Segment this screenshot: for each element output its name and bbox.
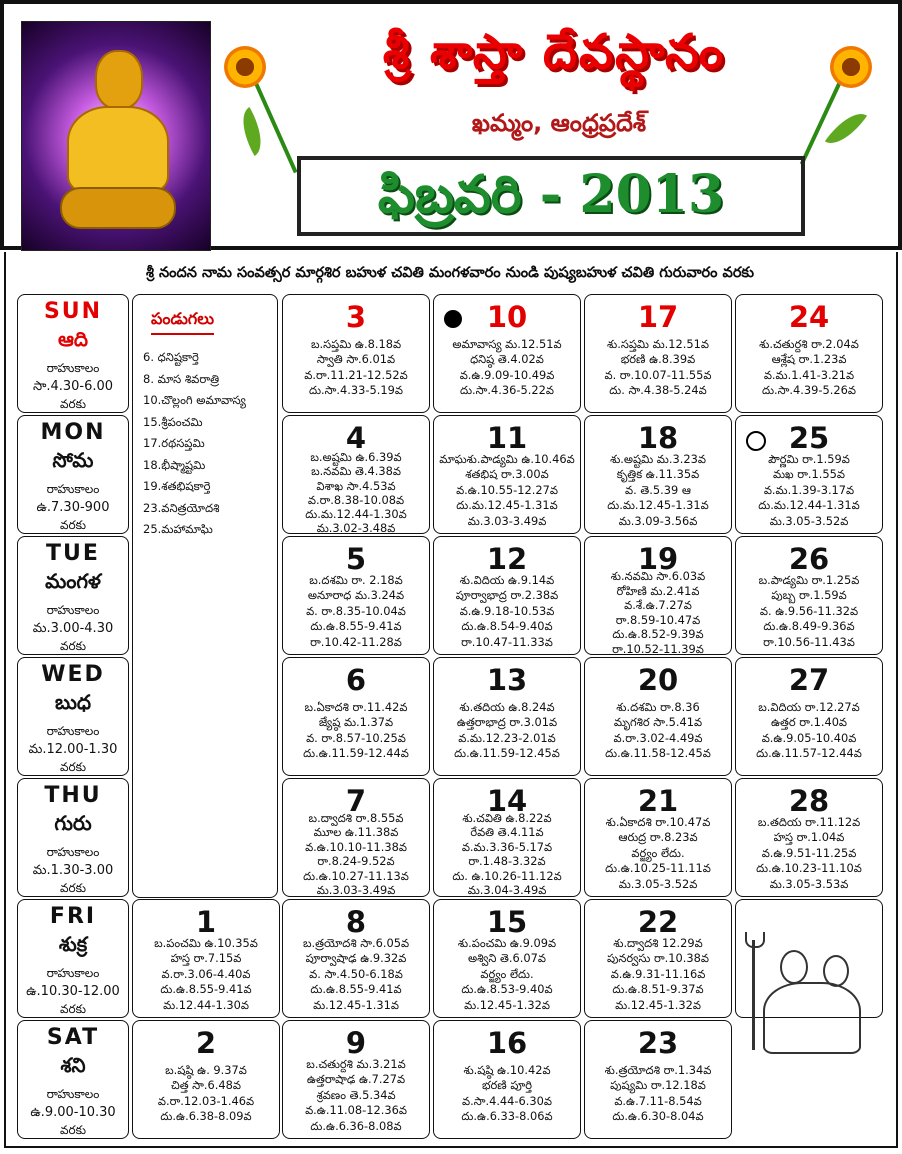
date-cell-3	[282, 294, 430, 413]
temple-title: శ్రీ శాస్తా దేవస్థానం	[382, 24, 726, 80]
date-number: 27	[788, 663, 830, 697]
detail-line: దు.ఉ.6.30-8.04వ	[612, 1109, 704, 1124]
date-number: 10	[434, 300, 580, 334]
detail-line: బ.సప్తమి ఉ.8.18వ	[310, 337, 402, 351]
date-cell-14	[433, 778, 581, 897]
rahu-end: వరకు	[59, 760, 87, 774]
day-name-te: శుక్ర	[58, 932, 88, 956]
detail-line: శు.ఏకాదశి రా.10.47వ	[605, 815, 711, 829]
detail-line: వ.ఉ.10.55-12.27వ	[456, 482, 558, 497]
festival-item: 15.శ్రీపంచమి	[143, 414, 203, 429]
detail-line: పూర్వాషాఢ ఉ.9.32వ	[305, 951, 407, 966]
detail-line: దు.ఉ.10.27-11.13వ	[303, 868, 409, 883]
shiva-face	[780, 950, 808, 984]
left-leaf	[232, 107, 272, 156]
date-cell-16	[433, 1020, 581, 1139]
detail-line: వ.సా.4.44-6.30వ	[461, 1093, 553, 1108]
rahu-time: ఉ.10.30-12.00	[26, 984, 120, 999]
date-details	[589, 936, 727, 1013]
detail-line: బ.నవమి తె.4.38వ	[311, 464, 401, 479]
festivals-title: పండుగలు	[151, 309, 214, 335]
date-number: 15	[486, 905, 528, 939]
date-details	[137, 1063, 275, 1125]
detail-line: మ.3.03-3.49వ	[467, 513, 547, 528]
date-number: 4	[345, 421, 367, 455]
detail-line: దు.ఉ.8.51-9.37వ	[612, 982, 704, 997]
festival-item: 8. మాస శివరాత్రి	[143, 371, 220, 386]
date-details	[740, 815, 878, 892]
date-details	[589, 700, 727, 762]
date-cell-20	[584, 657, 732, 776]
detail-line: వ.రా.3.02-4.49వ	[613, 730, 703, 745]
date-number: 18	[637, 421, 679, 455]
date-details	[287, 337, 425, 399]
detail-line: శు.తదియ ఉ.8.24వ	[459, 700, 555, 714]
date-details	[287, 1057, 425, 1134]
date-number: 3	[345, 300, 367, 334]
detail-line: వ. తె.5.39 ఆ	[625, 482, 691, 497]
detail-line: వ.ఉ.11.08-12.36వ	[305, 1103, 407, 1118]
date-number: 6	[345, 663, 367, 697]
date-details	[287, 573, 425, 650]
detail-line: అనూరాధ మ.3.24వ	[307, 588, 405, 603]
rahu-time: మ.1.30-3.00	[32, 863, 114, 878]
date-number: 20	[637, 663, 679, 697]
rahu-time: మ.3.00-4.30	[32, 621, 114, 636]
detail-line: బ.పాడ్యమి రా.1.25వ	[758, 573, 860, 587]
detail-line: భరణి ఉ.8.39వ	[620, 352, 696, 367]
festival-item: 10.చొల్లంగి అమావాస్య	[143, 393, 246, 407]
detail-line: బ.త్రయోదశి సా.6.05వ	[302, 936, 410, 950]
day-thu	[17, 778, 129, 897]
detail-line: వ.శే.ఉ.7.27వ	[624, 598, 692, 612]
detail-line: వ.ఉ.9.05-10.40వ	[761, 730, 857, 745]
detail-line: మూల ఉ.11.38వ	[313, 825, 399, 840]
detail-line: దు.ఉ.10.25-11.11వ	[605, 861, 711, 876]
day-tue	[17, 536, 129, 655]
detail-line: మ.3.05-3.52వ	[618, 876, 698, 891]
date-details	[589, 1063, 727, 1125]
day-name-en: SAT	[46, 1025, 100, 1050]
date-cell-2	[132, 1020, 280, 1139]
date-details	[287, 811, 425, 897]
rahu-end: వరకు	[59, 1123, 87, 1137]
detail-line: మ.3.02-3.48వ	[316, 521, 396, 534]
festival-item: 18.భీష్మాష్టమి	[143, 457, 206, 472]
detail-line: మాఘశు.పాడ్యమి ఉ.10.46వ	[439, 452, 575, 466]
detail-line: మ.12.45-1.31వ	[313, 997, 399, 1012]
rahu-label: రాహుకాలం	[46, 966, 100, 980]
detail-line: దు.సా.4.36-5.22వ	[460, 383, 554, 398]
month-title: ఫిబ్రవరి - 2013	[297, 156, 805, 236]
date-cell-19	[584, 536, 732, 655]
detail-line: దు.మ.12.44-1.31వ	[758, 498, 860, 513]
tithi-banner: శ్రీ నందన నామ సంవత్సర మార్గశిర బహుళ చవితి మంగళవారం నుండి పుష్యబహుళ చవితి గురువారం వరకు	[145, 265, 755, 281]
date-cell-15	[433, 899, 581, 1018]
detail-line: దు.ఉ.8.55-9.41వ	[310, 982, 402, 997]
date-cell-5	[282, 536, 430, 655]
date-details	[740, 700, 878, 762]
detail-line: వ.మ.1.39-3.17వ	[763, 482, 855, 497]
date-details	[740, 337, 878, 399]
date-details	[438, 337, 576, 399]
detail-line: వ.ఉ.7.11-8.54వ	[614, 1093, 702, 1108]
right-leaf	[825, 104, 867, 152]
date-number: 16	[486, 1026, 528, 1060]
detail-line: దు.సా.4.33-5.19వ	[309, 383, 403, 398]
left-flower	[224, 46, 266, 88]
detail-line: పూర్వాభాద్ర రా.2.38వ	[455, 588, 559, 603]
deities-body	[763, 982, 861, 1054]
detail-line: వ.రా.8.38-10.08వ	[307, 492, 405, 507]
detail-line: శు.నవమి సా.6.03వ	[610, 569, 706, 583]
detail-line: వ.ఉ.10.10-11.38వ	[305, 839, 407, 854]
detail-line: బ.పంచమి ఉ.10.35వ	[154, 936, 258, 950]
detail-line: బ.విదియ రా.12.27వ	[758, 700, 860, 714]
date-details	[137, 936, 275, 1013]
day-mon	[17, 415, 129, 534]
day-name-te: మంగళ	[45, 569, 101, 593]
detail-line: దు.ఉ.6.36-8.08వ	[310, 1118, 402, 1133]
date-details	[287, 936, 425, 1013]
date-cell-26	[735, 536, 883, 655]
detail-line: మ.12.44-1.30వ	[163, 997, 249, 1012]
detail-line: హస్త రా.7.15వ	[170, 951, 242, 966]
detail-line: హస్త రా.1.04వ	[773, 830, 845, 845]
detail-line: బ.అష్టమి ఉ.6.39వ	[310, 450, 402, 464]
detail-line: శు.త్రయోదశి రా.1.34వ	[604, 1063, 712, 1077]
day-name-te: బుధ	[54, 690, 92, 714]
date-cell-28	[735, 778, 883, 897]
detail-line: శు.చవితి ఉ.8.22వ	[462, 811, 552, 825]
detail-line: రా.8.59-10.47వ	[615, 612, 701, 627]
festival-item: 19.శతభిషకార్తె	[143, 479, 211, 493]
trident-icon	[752, 940, 755, 1050]
detail-line: వ. రా.8.57-10.25వ	[306, 730, 406, 745]
detail-line: శ్రవణం తె.5.34వ	[316, 1087, 396, 1102]
detail-line: పునర్వసు రా.10.38వ	[607, 951, 709, 966]
festival-item: 23.వనిత్రయోదశి	[143, 500, 220, 515]
detail-line: వ. రా.8.35-10.04వ	[306, 603, 406, 618]
detail-line: అశ్విని తె.6.07వ	[468, 951, 546, 966]
detail-line: దు.ఉ.11.59-12.44వ	[303, 746, 409, 761]
date-cell-8	[282, 899, 430, 1018]
detail-line: స్వాతి సా.6.01వ	[316, 352, 396, 367]
deity-body	[67, 106, 169, 194]
detail-line: వ.రా.3.06-4.40వ	[161, 966, 251, 981]
detail-line: శు.పంచమి ఉ.9.09వ	[457, 936, 557, 950]
detail-line: మ.3.05-3.53వ	[769, 876, 849, 891]
date-cell-22	[584, 899, 732, 1018]
header	[0, 0, 902, 250]
detail-line: వ.మ.3.36-5.17వ	[461, 839, 553, 854]
day-name-en: WED	[41, 662, 105, 687]
detail-line: శు.దశమి రా.8.36	[616, 700, 700, 714]
day-name-en: THU	[44, 783, 102, 808]
day-name-en: SUN	[43, 299, 103, 324]
detail-line: మ.12.45-1.32వ	[615, 997, 701, 1012]
rahu-label: రాహుకాలం	[46, 603, 100, 617]
detail-line: రా.10.47-11.33వ	[461, 634, 553, 649]
detail-line: దు.ఉ.11.59-12.45వ	[454, 746, 560, 761]
date-details	[438, 573, 576, 650]
detail-line: శతభిష రా.3.00వ	[465, 467, 549, 482]
date-number: 9	[345, 1026, 367, 1060]
day-sun	[17, 294, 129, 413]
detail-line: పౌర్ణమి రా.1.59వ	[768, 452, 850, 466]
detail-line: శు.విదియ ఉ.9.14వ	[459, 573, 555, 587]
detail-line: రా.10.42-11.28వ	[310, 634, 402, 649]
date-number: 22	[637, 905, 679, 939]
detail-line: శు.ద్వాదశి 12.29వ	[613, 936, 703, 950]
detail-line: రా.10.52-11.39వ	[612, 641, 704, 655]
detail-line: వ.మ.12.23-2.01వ	[458, 730, 556, 745]
date-details	[589, 452, 727, 529]
detail-line: బ.ఏకాదశి రా.11.42వ	[304, 700, 408, 714]
date-cell-12	[433, 536, 581, 655]
detail-line: చిత్త సా.6.48వ	[170, 1078, 242, 1093]
rahu-label: రాహుకాలం	[46, 724, 100, 738]
date-details	[740, 452, 878, 529]
festivals-panel	[132, 294, 278, 898]
rahu-time: ఉ.7.30-900	[36, 500, 110, 515]
rahu-end: వరకు	[59, 1002, 87, 1016]
detail-line: శు.చతుర్దశి రా.2.04వ	[759, 337, 859, 351]
day-fri	[17, 899, 129, 1018]
date-number: 11	[486, 421, 528, 455]
detail-line: శు.అష్టమి మ.3.23వ	[610, 452, 706, 466]
detail-line: వ.రా.11.21-12.52వ	[304, 367, 408, 382]
detail-line: దు.ఉ.11.57-12.44వ	[756, 746, 862, 761]
detail-line: వ.ఉ.9.31-11.16వ	[610, 966, 706, 981]
detail-line: వ.రా.12.03-1.46వ	[157, 1093, 255, 1108]
date-number: 1	[195, 905, 217, 939]
detail-line: ఉత్తరాభాద్ర రా.3.01వ	[456, 715, 558, 730]
detail-line: ఆరుద్ర రా.8.23వ	[618, 830, 698, 845]
date-cell-9	[282, 1020, 430, 1139]
date-number: 26	[788, 542, 830, 576]
detail-line: వర్జ్యం లేదు.	[480, 966, 534, 981]
detail-line: దు.మ.12.45-1.31వ	[607, 498, 709, 513]
date-number: 28	[788, 784, 830, 818]
detail-line: శు.షష్ఠి ఉ.10.42వ	[463, 1063, 551, 1077]
date-cell-4	[282, 415, 430, 534]
detail-line: దు.ఉ.8.55-9.41వ	[310, 619, 402, 634]
date-details	[589, 815, 727, 892]
date-details	[287, 700, 425, 762]
detail-line: ఆశ్లేష రా.1.23వ	[771, 352, 847, 367]
date-cell-6	[282, 657, 430, 776]
detail-line: రోహిణి మ.2.41వ	[616, 583, 700, 598]
detail-line: కృత్తిక ఉ.11.35వ	[616, 467, 700, 482]
date-details	[287, 450, 425, 534]
date-number: 23	[637, 1026, 679, 1060]
deity-base	[60, 187, 176, 229]
detail-line: రేవతి తె.4.11వ	[470, 825, 544, 840]
rahu-end: వరకు	[59, 518, 87, 532]
detail-line: దు.సా.4.39-5.26వ	[762, 383, 856, 398]
detail-line: విశాఖ సా.4.53వ	[316, 478, 396, 493]
detail-line: వ.ఉ.9.18-10.53వ	[459, 603, 555, 618]
day-name-te: గురు	[54, 811, 92, 835]
detail-line: ధనిష్ఠ తె.4.02వ	[470, 352, 544, 367]
detail-line: రా.1.48-3.32వ	[468, 854, 546, 869]
detail-line: మ.3.03-3.49వ	[316, 883, 396, 897]
detail-line: బ.ద్వాదశి రా.8.55వ	[308, 811, 404, 825]
day-wed	[17, 657, 129, 776]
detail-line: బ.తదియ రా.11.12వ	[757, 815, 861, 829]
deity-head	[95, 50, 143, 109]
date-cell-24	[735, 294, 883, 413]
detail-line: పుబ్బ రా.1.59వ	[771, 588, 847, 603]
date-number: 5	[345, 542, 367, 576]
festival-item: 25.మహామాఘి	[143, 522, 213, 536]
date-details	[438, 1063, 576, 1125]
ayyappa-image	[21, 21, 211, 251]
detail-line: దు.ఉ.11.58-12.45వ	[605, 746, 711, 761]
right-flower	[830, 46, 872, 88]
detail-line: దు.ఉ.8.54-9.40వ	[461, 619, 553, 634]
festivals-list	[143, 347, 273, 541]
detail-line: దు.ఉ.10.23-11.10వ	[756, 861, 862, 876]
detail-line: ఉత్తరాషాఢ ఉ.7.27వ	[306, 1072, 406, 1087]
date-cell-27	[735, 657, 883, 776]
detail-line: శు.సప్తమి మ.12.51వ	[607, 337, 709, 351]
location-subtitle: ఖమ్మం, ఆంధ్రప్రదేశ్	[471, 109, 647, 137]
rahu-time: మ.12.00-1.30	[28, 742, 118, 757]
detail-line: దు.మ.12.44-1.30వ	[305, 507, 407, 522]
detail-line: మ.3.09-3.56వ	[618, 513, 698, 528]
detail-line: బ.షష్ఠి ఉ. 9.37వ	[165, 1063, 247, 1077]
date-details	[589, 569, 727, 655]
detail-line: రా.8.24-9.52వ	[317, 854, 395, 869]
rahu-end: వరకు	[59, 881, 87, 895]
detail-line: మఖ రా.1.55వ	[772, 467, 846, 482]
detail-line: వ.ఉ.9.51-11.25వ	[761, 845, 857, 860]
rahu-label: రాహుకాలం	[46, 361, 100, 375]
date-number: 7	[345, 784, 367, 818]
date-details	[589, 337, 727, 399]
detail-line: భరణి పూర్తి	[482, 1078, 532, 1093]
date-number: 8	[345, 905, 367, 939]
festival-item: 17.రథసప్తమి	[143, 436, 205, 450]
date-cell-21	[584, 778, 732, 897]
day-name-te: సోమ	[52, 448, 94, 472]
date-details	[740, 573, 878, 650]
detail-line: దు.మ.12.45-1.31వ	[456, 498, 558, 513]
shiva-parvati-illustration	[735, 900, 881, 1136]
detail-line: వ. సా.4.50-6.18వ	[309, 966, 403, 981]
date-number: 14	[486, 784, 528, 818]
day-name-en: FRI	[49, 904, 97, 929]
date-number: 12	[486, 542, 528, 576]
date-number: 25	[736, 421, 882, 455]
day-name-en: MON	[40, 420, 106, 445]
detail-line: జ్యేష్ఠ మ.1.37వ	[318, 715, 394, 730]
rahu-end: వరకు	[59, 397, 87, 411]
detail-line: మ.12.45-1.32వ	[464, 997, 550, 1012]
detail-line: బ.చతుర్దశి మ.3.21వ	[306, 1057, 406, 1071]
detail-line: వర్జ్యం లేదు.	[631, 845, 685, 860]
date-cell-11	[433, 415, 581, 534]
detail-line: దు. ఉ.10.26-11.12వ	[452, 868, 562, 883]
detail-line: మ.3.04-3.49వ	[467, 883, 547, 897]
date-cell-7	[282, 778, 430, 897]
date-cell-23	[584, 1020, 732, 1139]
detail-line: దు. సా.4.38-5.24వ	[609, 383, 707, 398]
date-cell-13	[433, 657, 581, 776]
date-details	[438, 700, 576, 762]
detail-line: దు.ఉ.8.53-9.40వ	[461, 982, 553, 997]
detail-line: దు.ఉ.6.38-8.09వ	[160, 1109, 252, 1124]
detail-line: మ.3.05-3.52వ	[769, 513, 849, 528]
date-number: 17	[637, 300, 679, 334]
date-number: 13	[486, 663, 528, 697]
detail-line: దు.ఉ.8.55-9.41వ	[160, 982, 252, 997]
date-number: 2	[195, 1026, 217, 1060]
rahu-label: రాహుకాలం	[46, 1087, 100, 1101]
detail-line: వ. రా.10.07-11.55వ	[604, 367, 712, 382]
detail-line: మృగశిర సా.5.41వ	[613, 715, 703, 730]
detail-line: ఉత్తర రా.1.40వ	[770, 715, 848, 730]
date-cell-1	[132, 899, 280, 1018]
rahu-time: సా.4.30-6.00	[32, 379, 114, 394]
detail-line: దు.ఉ.8.49-9.36వ	[763, 619, 855, 634]
date-details	[438, 811, 576, 897]
rahu-label: రాహుకాలం	[46, 482, 100, 496]
detail-line: వ.మ.1.41-3.21వ	[763, 367, 855, 382]
day-sat	[17, 1020, 129, 1139]
date-number: 24	[788, 300, 830, 334]
day-name-en: TUE	[46, 541, 100, 566]
detail-line: వ.ఉ.9.09-10.49వ	[459, 367, 555, 382]
date-details	[438, 452, 576, 529]
date-number: 19	[637, 542, 679, 576]
date-cell-25	[735, 415, 883, 534]
detail-line: అమావాస్య మ.12.51వ	[452, 337, 562, 351]
detail-line: రా.10.56-11.43వ	[763, 634, 855, 649]
detail-line: దు.ఉ.8.52-9.39వ	[612, 627, 704, 641]
date-cell-10	[433, 294, 581, 413]
date-details	[438, 936, 576, 1013]
rahu-end: వరకు	[59, 639, 87, 653]
detail-line: పుష్యమి రా.12.18వ	[610, 1078, 706, 1093]
festival-item: 6. ధనిష్టకార్తె	[143, 350, 199, 364]
day-name-te: శని	[60, 1053, 86, 1077]
date-cell-17	[584, 294, 732, 413]
detail-line: దు.ఉ.6.33-8.06వ	[461, 1109, 553, 1124]
date-number: 21	[637, 784, 679, 818]
detail-line: వ. ఉ.9.56-11.32వ	[759, 603, 859, 618]
rahu-label: రాహుకాలం	[46, 845, 100, 859]
date-cell-18	[584, 415, 732, 534]
day-name-te: ఆది	[57, 327, 89, 351]
detail-line: బ.దశమి రా. 2.18వ	[309, 573, 403, 587]
rahu-time: ఉ.9.00-10.30	[30, 1105, 116, 1120]
